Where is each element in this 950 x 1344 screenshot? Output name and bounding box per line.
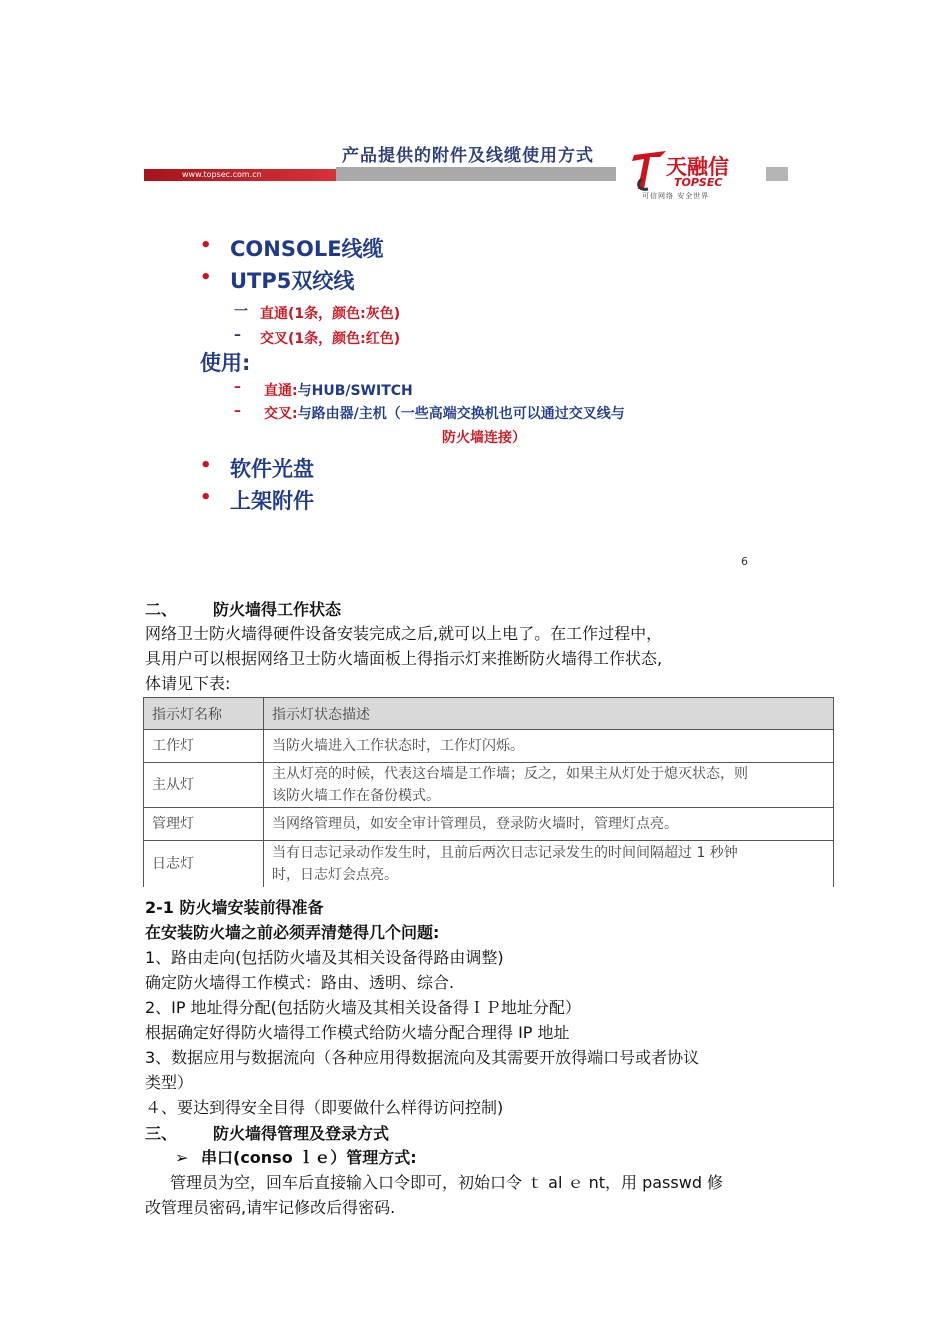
bullet-icon: • xyxy=(200,235,212,256)
indicator-desc xyxy=(264,763,834,808)
section21-line: 根据确定好得防火墙得工作模式给防火墙分配合理得 IP 地址 xyxy=(145,1023,570,1042)
logo-en-text: TOPSEC xyxy=(674,176,723,189)
section21-line: 1、路由走向(包括防火墙及其相关设备得路由调整) xyxy=(145,948,504,967)
slide-image xyxy=(140,135,795,575)
bullet-icon: • xyxy=(200,267,212,288)
usage-heading: 使用: xyxy=(200,351,251,375)
indicator-desc-line: 当有日志记录动作发生时，且前后两次日志记录发生的时间间隔超过 1 秒钟 xyxy=(272,844,738,861)
indicator-desc-line: 当防火墙进入工作状态时，工作灯闪烁。 xyxy=(272,738,524,754)
section3-para-line: 改管理员密码,请牢记修改后得密码. xyxy=(145,1198,396,1217)
section2-title: 防火墙得工作状态 xyxy=(213,600,342,619)
indicator-desc-line: 该防火墙工作在备份模式。 xyxy=(272,788,440,804)
section21-title: 2-1 防火墙安装前得准备 xyxy=(145,898,324,917)
topsec-logo-icon xyxy=(630,149,670,193)
arrow-bullet-icon: ➢ xyxy=(175,1148,189,1167)
slide-title: 产品提供的附件及线缆使用方式 xyxy=(342,146,594,166)
table-row xyxy=(144,763,834,808)
section21-subtitle: 在安装防火墙之前必须弄清楚得几个问题: xyxy=(145,923,440,942)
topsec-logo xyxy=(630,149,760,203)
section21-line: 确定防火墙得工作模式：路由、透明、综合. xyxy=(145,973,455,992)
table-row xyxy=(144,730,834,763)
use-cross-target: 与路由器/主机（一些高端交换机也可以通过交叉线与 xyxy=(297,406,625,422)
indicator-desc xyxy=(264,730,834,763)
section3-sub: 串口(conso ｌｅ）管理方式: xyxy=(201,1148,417,1167)
table-row xyxy=(144,841,834,887)
bullet-icon: • xyxy=(200,455,212,476)
indicator-name: 主从灯 xyxy=(144,763,264,808)
section2-para-line: 具用户可以根据网络卫士防火墙面板上得指示灯来推断防火墙得工作状态, xyxy=(145,649,663,668)
dash-icon: – xyxy=(234,327,241,343)
use-straight-label: 直通: xyxy=(264,383,298,399)
table-row xyxy=(144,808,834,841)
dash-icon: – xyxy=(234,403,241,419)
slide-url: www.topsec.com.cn xyxy=(182,170,262,179)
section2-para-line: 网络卫士防火墙得硬件设备安装完成之后,就可以上电了。在工作过程中， xyxy=(145,624,663,643)
indicator-desc xyxy=(264,808,834,841)
table-header-row xyxy=(144,698,834,730)
item-cd: 软件光盘 xyxy=(230,457,314,481)
gray-header-bar-end xyxy=(766,167,788,181)
indicator-desc-line: 当网络管理员，如安全审计管理员，登录防火墙时，管理灯点亮。 xyxy=(272,816,678,832)
use-cross-continued: 防火墙连接） xyxy=(442,430,526,446)
dash-icon: – xyxy=(234,379,241,395)
indicator-desc-line: 主从灯亮的时候，代表这台墙是工作墙；反之，如果主从灯处于熄灭状态，则 xyxy=(272,766,748,782)
section2-number: 二、 xyxy=(145,600,178,619)
indicator-name: 管理灯 xyxy=(144,808,264,841)
logo-slogan: 可信网络 安全世界 xyxy=(642,192,710,200)
use-cross-label: 交叉: xyxy=(264,406,298,422)
use-cross xyxy=(264,403,625,423)
table-header-cell: 指示灯名称 xyxy=(144,698,264,730)
dash-icon: 一 xyxy=(234,304,248,320)
item-utp: UTP5双绞线 xyxy=(230,269,355,293)
indicator-desc xyxy=(264,841,834,887)
sub-straight: 直通(1条，颜色:灰色) xyxy=(260,306,401,322)
section21-line: 2、IP 地址得分配(包括防火墙及其相关设备得ＩＰ地址分配） xyxy=(145,998,581,1017)
section21-line: 类型） xyxy=(145,1073,194,1092)
item-rack: 上架附件 xyxy=(230,489,314,513)
section2-heading xyxy=(145,598,341,622)
section3-subheading xyxy=(145,1146,417,1170)
table-header-cell: 指示灯状态描述 xyxy=(264,698,834,730)
indicator-table xyxy=(143,697,834,887)
indicator-name: 日志灯 xyxy=(144,841,264,887)
logo-cn-text: 天融信 xyxy=(666,155,729,179)
section3-title: 防火墙得管理及登录方式 xyxy=(213,1124,390,1143)
bullet-icon: • xyxy=(200,487,212,508)
item-console: CONSOLE线缆 xyxy=(230,237,384,261)
section3-number: 三、 xyxy=(145,1124,178,1143)
sub-cross: 交叉(1条，颜色:红色) xyxy=(260,331,401,347)
indicator-desc-line: 时，日志灯会点亮。 xyxy=(272,866,398,883)
section21-line: ４、要达到得安全目得（即要做什么样得访问控制) xyxy=(145,1098,504,1117)
use-straight xyxy=(264,380,413,400)
section3-para-line: 管理员为空，回车后直接输入口令即可，初始口令 ｔ al ｅ nt，用 passwd 修 xyxy=(170,1173,724,1192)
section2-para-line: 体请见下表: xyxy=(145,674,231,693)
gray-header-bar xyxy=(336,167,616,181)
indicator-name: 工作灯 xyxy=(144,730,264,763)
slide-page-number: 6 xyxy=(741,555,748,568)
section21-line: 3、数据应用与数据流向（各种应用得数据流向及其需要开放得端口号或者协议 xyxy=(145,1048,700,1067)
use-straight-target: 与HUB/SWITCH xyxy=(297,383,413,399)
section3-heading xyxy=(145,1122,389,1146)
